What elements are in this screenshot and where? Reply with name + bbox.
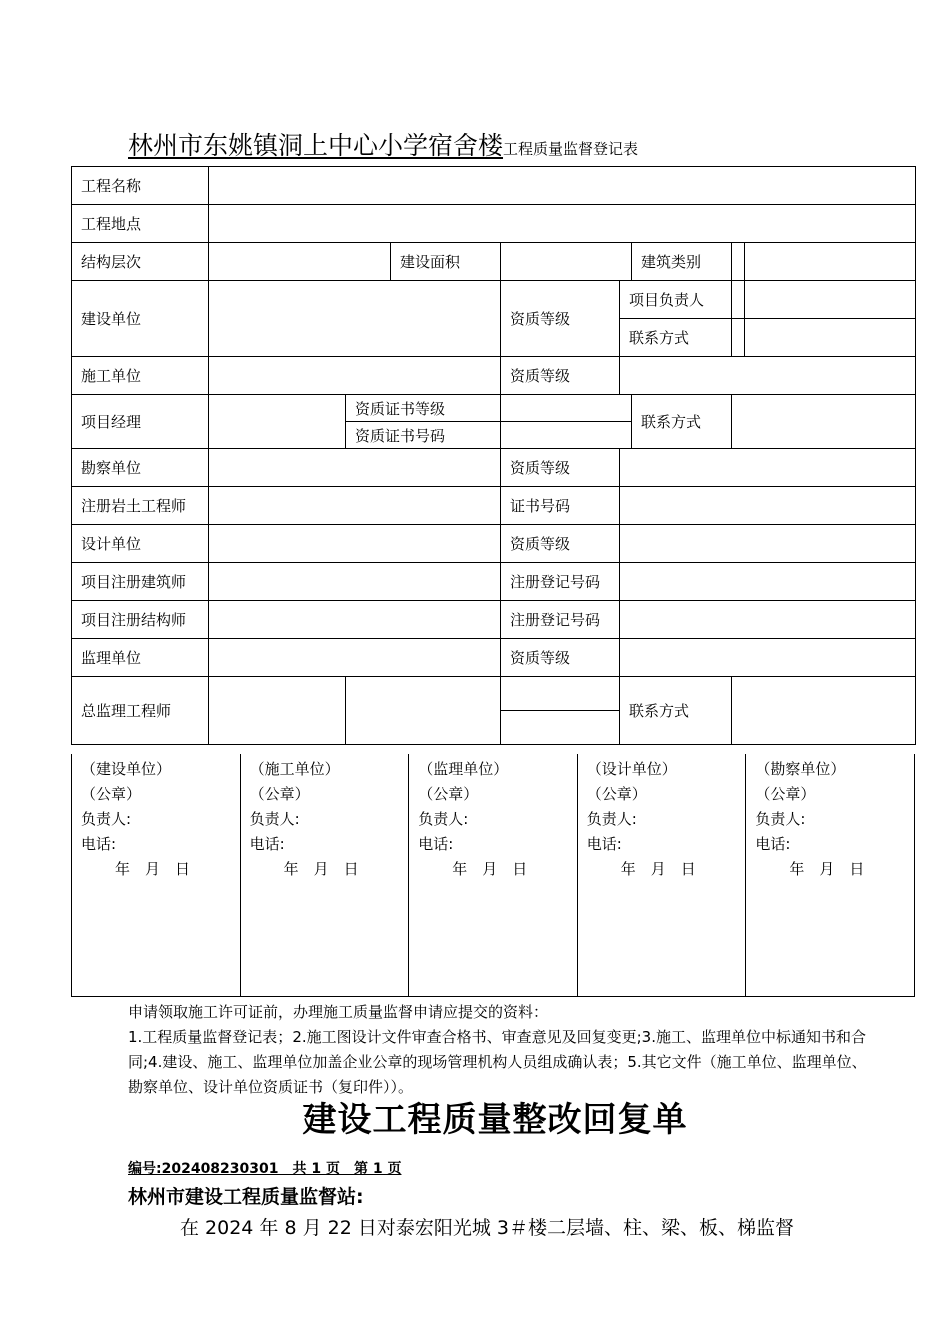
signature-seal: （公章） <box>81 785 142 803</box>
signature-seal: （公章） <box>249 785 310 803</box>
structural-reg-no-value[interactable] <box>620 601 916 639</box>
table-row <box>72 601 916 639</box>
developer-value[interactable] <box>209 281 501 357</box>
building-category-label: 建筑类别 <box>632 243 732 281</box>
signature-date: 年 月 日 <box>452 860 528 878</box>
signature-unit: （勘察单位） <box>755 760 846 778</box>
developer-contact-label: 联系方式 <box>620 319 732 357</box>
structural-reg-no-label: 注册登记号码 <box>501 601 620 639</box>
signature-phone: 电话: <box>586 835 622 853</box>
constructor-label: 施工单位 <box>72 357 209 395</box>
project-manager-label: 项目经理 <box>72 395 209 449</box>
geotech-engineer-value[interactable] <box>209 487 501 525</box>
signature-person: 负责人: <box>755 810 806 828</box>
registered-architect-value[interactable] <box>209 563 501 601</box>
reply-code-line: 编号:202408230301 共 1 页 第 1 页 <box>128 1161 402 1177</box>
architect-reg-no-label: 注册登记号码 <box>501 563 620 601</box>
signature-seal: （公章） <box>418 785 479 803</box>
geotech-engineer-label: 注册岩土工程师 <box>72 487 209 525</box>
cert-grade-label: 资质证书等级 <box>346 395 501 422</box>
building-category-value[interactable] <box>732 243 916 281</box>
chief-supervisor-label: 总监理工程师 <box>72 677 209 745</box>
reply-title: 建设工程质量整改回复单 <box>302 1100 688 1140</box>
notes-body: 1.工程质量监督登记表；2.施工图设计文件审查合格书、审查意见及回复变更;3.施工、监理单位中标通知书和合同;4.建设、施工、监理单位加盖企业公章的现场管理机构人员组成确认表；5.其它文件（施工单位、监理单位、勘察单位、设计单位资质证书（复印件））。 <box>128 1028 867 1096</box>
survey-unit-value[interactable] <box>209 449 501 487</box>
project-manager-value[interactable] <box>209 395 346 449</box>
signature-unit: （建设单位） <box>81 760 172 778</box>
survey-grade-label: 资质等级 <box>501 449 620 487</box>
table-row <box>72 281 916 319</box>
registered-structural-value[interactable] <box>209 601 501 639</box>
design-unit-label: 设计单位 <box>72 525 209 563</box>
signature-person: 负责人: <box>418 810 469 828</box>
chief-supervisor-value[interactable] <box>209 677 346 745</box>
table-row <box>72 205 916 243</box>
signature-row <box>72 754 915 997</box>
table-row <box>72 449 916 487</box>
signature-cell[interactable] <box>240 754 409 997</box>
form-title <box>128 126 638 162</box>
developer-label: 建设单位 <box>72 281 209 357</box>
design-unit-value[interactable] <box>209 525 501 563</box>
chief-supervisor-extra[interactable] <box>346 677 501 745</box>
signature-phone: 电话: <box>249 835 285 853</box>
signature-phone: 电话: <box>418 835 454 853</box>
survey-unit-label: 勘察单位 <box>72 449 209 487</box>
building-area-label: 建设面积 <box>391 243 501 281</box>
supervision-unit-value[interactable] <box>209 639 501 677</box>
signature-seal: （公章） <box>586 785 647 803</box>
chief-contact-label: 联系方式 <box>620 677 732 745</box>
developer-grade-label: 资质等级 <box>501 281 620 357</box>
constructor-grade-value[interactable] <box>620 357 916 395</box>
supervision-grade-value[interactable] <box>620 639 916 677</box>
signature-unit: （设计单位） <box>586 760 677 778</box>
constructor-grade-label: 资质等级 <box>501 357 620 395</box>
table-row <box>72 487 916 525</box>
signature-phone: 电话: <box>81 835 117 853</box>
table-row <box>72 167 916 205</box>
signature-cell[interactable] <box>409 754 578 997</box>
chief-supervisor-top[interactable] <box>501 677 620 711</box>
signature-person: 负责人: <box>249 810 300 828</box>
structure-floors-value[interactable] <box>209 243 391 281</box>
signature-cell[interactable] <box>746 754 915 997</box>
architect-reg-no-value[interactable] <box>620 563 916 601</box>
developer-contact-value[interactable] <box>732 319 916 357</box>
building-area-value[interactable] <box>501 243 632 281</box>
submission-notes <box>128 1000 868 1100</box>
signature-person: 负责人: <box>81 810 132 828</box>
signature-unit: （监理单位） <box>418 760 509 778</box>
table-row <box>72 395 916 422</box>
signature-phone: 电话: <box>755 835 791 853</box>
supervision-grade-label: 资质等级 <box>501 639 620 677</box>
form-title-suffix: 工程质量监督登记表 <box>503 140 639 158</box>
reply-body: 在 2024 年 8 月 22 日对泰宏阳光城 3＃楼二层墙、柱、梁、板、梯监督 <box>180 1217 794 1239</box>
signature-seal: （公章） <box>755 785 816 803</box>
chief-supervisor-bottom[interactable] <box>501 711 620 745</box>
chief-contact-value[interactable] <box>732 677 916 745</box>
manager-contact-label: 联系方式 <box>632 395 732 449</box>
table-row <box>72 639 916 677</box>
project-location-value[interactable] <box>209 205 916 243</box>
certificate-no-value[interactable] <box>620 487 916 525</box>
project-leader-label: 项目负责人 <box>620 281 732 319</box>
design-grade-value[interactable] <box>620 525 916 563</box>
table-row <box>72 677 916 711</box>
signature-cell[interactable] <box>72 754 241 997</box>
signature-person: 负责人: <box>586 810 637 828</box>
cert-grade-value[interactable] <box>501 395 632 422</box>
project-location-label: 工程地点 <box>72 205 209 243</box>
signature-date: 年 月 日 <box>620 860 696 878</box>
manager-contact-value[interactable] <box>732 395 916 449</box>
signature-unit: （施工单位） <box>249 760 340 778</box>
table-row <box>72 243 916 281</box>
certificate-no-label: 证书号码 <box>501 487 620 525</box>
reply-addressee: 林州市建设工程质量监督站: <box>128 1186 364 1208</box>
project-name-label: 工程名称 <box>72 167 209 205</box>
project-name-value[interactable] <box>209 167 916 205</box>
signature-date: 年 月 日 <box>115 860 191 878</box>
signature-date: 年 月 日 <box>283 860 359 878</box>
notes-heading: 申请领取施工许可证前，办理施工质量监督申请应提交的资料： <box>128 1003 549 1021</box>
cert-number-label: 资质证书号码 <box>346 422 501 449</box>
form-title-main: 林州市东姚镇洞上中心小学宿舍楼 <box>128 131 504 160</box>
table-row <box>72 357 916 395</box>
design-grade-label: 资质等级 <box>501 525 620 563</box>
project-leader-value[interactable] <box>732 281 916 319</box>
table-row <box>72 525 916 563</box>
table-row <box>72 563 916 601</box>
cert-number-value[interactable] <box>501 422 632 449</box>
constructor-value[interactable] <box>209 357 501 395</box>
registration-table <box>71 166 916 745</box>
signature-date: 年 月 日 <box>789 860 865 878</box>
signature-cell[interactable] <box>577 754 746 997</box>
structure-floors-label: 结构层次 <box>72 243 209 281</box>
survey-grade-value[interactable] <box>620 449 916 487</box>
registered-structural-label: 项目注册结构师 <box>72 601 209 639</box>
registered-architect-label: 项目注册建筑师 <box>72 563 209 601</box>
signature-table <box>71 754 915 997</box>
supervision-unit-label: 监理单位 <box>72 639 209 677</box>
